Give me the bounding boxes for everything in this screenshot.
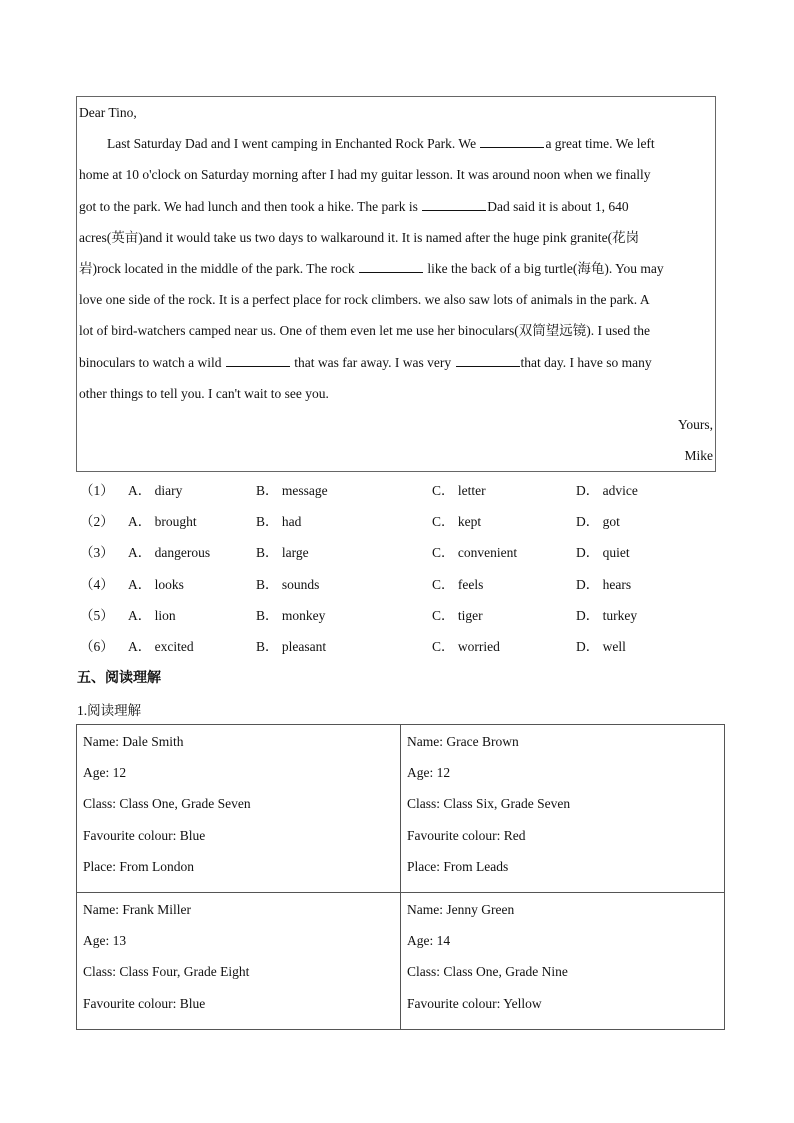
card-class: Class: Class Six, Grade Seven: [407, 796, 571, 812]
card-name: Name: Frank Miller: [83, 901, 191, 917]
letter-line: home at 10 o'clock on Saturday morning after I had my guitar lesson. It was around noon when we finally: [79, 167, 651, 183]
letter-closing: Yours,: [677, 416, 713, 432]
answer-blank-1[interactable]: [480, 134, 544, 148]
question-number: （5）: [80, 607, 114, 623]
card-class: Class: Class Four, Grade Eight: [83, 964, 250, 980]
student-card: [77, 725, 401, 893]
table-row: [77, 892, 725, 1029]
student-cards-table: [76, 724, 725, 1030]
question-number: （6）: [80, 638, 114, 654]
option-c[interactable]: C． kept: [432, 514, 482, 530]
question-row: [78, 512, 738, 543]
option-b[interactable]: B． pleasant: [256, 638, 327, 654]
student-card: [401, 725, 725, 893]
letter-line: got to the park. We had lunch and then took a hike. The park is Dad said it is about 1, 640: [79, 198, 629, 214]
card-age: Age: 12: [407, 765, 451, 781]
option-c[interactable]: C． worried: [432, 638, 500, 654]
answer-blank-6[interactable]: [456, 353, 520, 367]
section-title: 五、阅读理解: [77, 670, 161, 686]
option-c[interactable]: C． letter: [432, 483, 486, 498]
question-row: [78, 481, 738, 512]
card-colour: Favourite colour: Red: [407, 827, 526, 843]
question-number: （4）: [80, 576, 114, 592]
letter-line: Last Saturday Dad and I went camping in Enchanted Rock Park. We a great time. We left: [107, 136, 655, 152]
option-a[interactable]: A． dangerous: [128, 545, 211, 561]
question-row: [78, 575, 738, 606]
question-number: （3）: [80, 545, 114, 561]
card-name: Name: Jenny Green: [407, 901, 515, 917]
card-name: Name: Grace Brown: [407, 734, 519, 749]
option-d[interactable]: D． hears: [576, 576, 632, 592]
card-place: Place: From London: [83, 858, 194, 874]
letter-line: binoculars to watch a wild that was far away. I was very that day. I have so many: [79, 354, 652, 370]
option-b[interactable]: B． large: [256, 545, 309, 561]
option-d[interactable]: D． turkey: [576, 607, 638, 623]
card-colour: Favourite colour: Blue: [83, 995, 206, 1011]
card-age: Age: 13: [83, 933, 127, 949]
option-b[interactable]: B． message: [256, 483, 328, 498]
option-a[interactable]: A． lion: [128, 607, 176, 623]
option-a[interactable]: A． diary: [128, 483, 183, 498]
answer-blank-5[interactable]: [226, 353, 290, 367]
option-d[interactable]: D． got: [576, 514, 620, 530]
card-class: Class: Class One, Grade Nine: [407, 964, 568, 980]
option-b[interactable]: B． sounds: [256, 576, 320, 592]
option-b[interactable]: B． monkey: [256, 607, 326, 623]
question-row: [78, 606, 738, 637]
card-colour: Favourite colour: Yellow: [407, 995, 542, 1011]
card-age: Age: 12: [83, 765, 127, 781]
option-d[interactable]: D． quiet: [576, 545, 630, 561]
letter-line: other things to tell you. I can't wait to see you.: [79, 385, 329, 401]
question-number: （1）: [80, 483, 114, 498]
option-c[interactable]: C． feels: [432, 576, 484, 592]
option-b[interactable]: B． had: [256, 514, 302, 530]
letter-line: 岩)rock located in the middle of the park. The rock like the back of a big turtle(海龟). You may: [79, 260, 664, 276]
letter-line: lot of bird-watchers camped near us. One of them even let me use her binoculars(双筒望远镜). I used the: [79, 323, 650, 339]
option-d[interactable]: D． advice: [576, 483, 638, 498]
option-a[interactable]: A． brought: [128, 514, 197, 530]
card-age: Age: 14: [407, 933, 451, 949]
option-a[interactable]: A． excited: [128, 638, 194, 654]
student-card: [77, 892, 401, 1029]
option-a[interactable]: A． looks: [128, 576, 184, 592]
question-number: （2）: [80, 514, 114, 530]
question-options: [78, 481, 738, 668]
option-d[interactable]: D． well: [576, 638, 626, 654]
letter-signature: Mike: [684, 448, 713, 464]
letter-box: [76, 96, 716, 472]
card-class: Class: Class One, Grade Seven: [83, 796, 251, 812]
question-row: [78, 637, 738, 668]
section-subtitle: 1.阅读理解: [77, 703, 142, 718]
card-colour: Favourite colour: Blue: [83, 827, 206, 843]
card-place: Place: From Leads: [407, 858, 509, 874]
question-row: [78, 543, 738, 574]
letter-line: love one side of the rock. It is a perfect place for rock climbers. we also saw lots of animals in the park. A: [79, 292, 650, 308]
answer-blank-4[interactable]: [359, 259, 423, 273]
letter-greeting: Dear Tino,: [79, 105, 137, 120]
answer-blank-3[interactable]: [422, 197, 486, 211]
card-name: Name: Dale Smith: [83, 734, 184, 749]
table-row: [77, 725, 725, 893]
student-card: [401, 892, 725, 1029]
option-c[interactable]: C． tiger: [432, 607, 483, 623]
letter-line: acres(英亩)and it would take us two days to walkaround it. It is named after the huge pink granite(花岗: [79, 229, 640, 245]
option-c[interactable]: C． convenient: [432, 545, 518, 561]
